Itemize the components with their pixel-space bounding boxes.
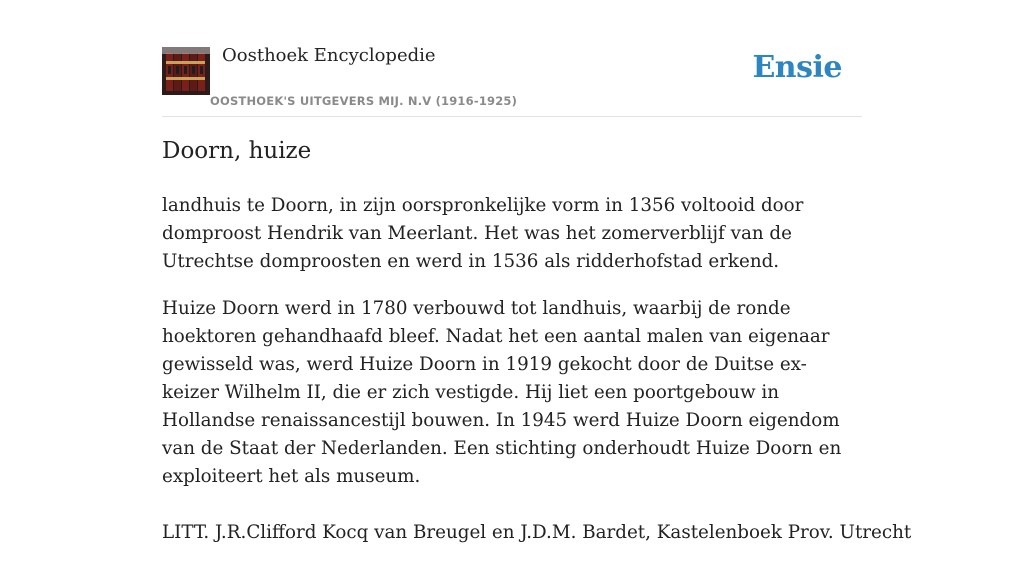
source-header — [162, 0, 862, 117]
entry-paragraph: Huize Doorn werd in 1780 verbouwd tot landhuis, waarbij de ronde hoektoren gehandhaafd bleef. Nadat het een aantal malen van eigenaar gewisseld was, werd Huize Doorn in 1919 gekocht door de Duitse ex-keizer Wilhelm II, die er zich vestigde. Hij liet een poortgebouw in Hollandse renaissancestijl bouwen. In 1945 werd Huize Doorn eigendom van de Staat der Nederlanden. Een stichting onderhoudt Huize Doorn en exploiteert het als museum. — [162, 298, 842, 487]
source-title[interactable]: Oosthoek Encyclopedie — [222, 45, 436, 66]
entry-body — [162, 192, 912, 566]
publisher-label: OOSTHOEK'S UITGEVERS MIJ. N.V (1916-1925) — [210, 94, 518, 108]
literature-reference: LITT. J.R.Clifford Kocq van Breugel en J.D.M. Bardet, Kastelenboek Prov. Utrecht — [162, 522, 912, 543]
ensie-logo[interactable]: Ensie — [752, 50, 842, 85]
entry-title: Doorn, huize — [162, 138, 312, 164]
article-page — [162, 0, 912, 543]
encyclopedia-books-icon[interactable] — [162, 47, 210, 95]
entry-paragraph: landhuis te Doorn, in zijn oorspronkelijke vorm in 1356 voltooid door domproost Hendrik van Meerlant. Het was het zomerverblijf van de Utrechtse domproosten en werd in 1536 als ridderhofstad erkend. — [162, 195, 804, 272]
